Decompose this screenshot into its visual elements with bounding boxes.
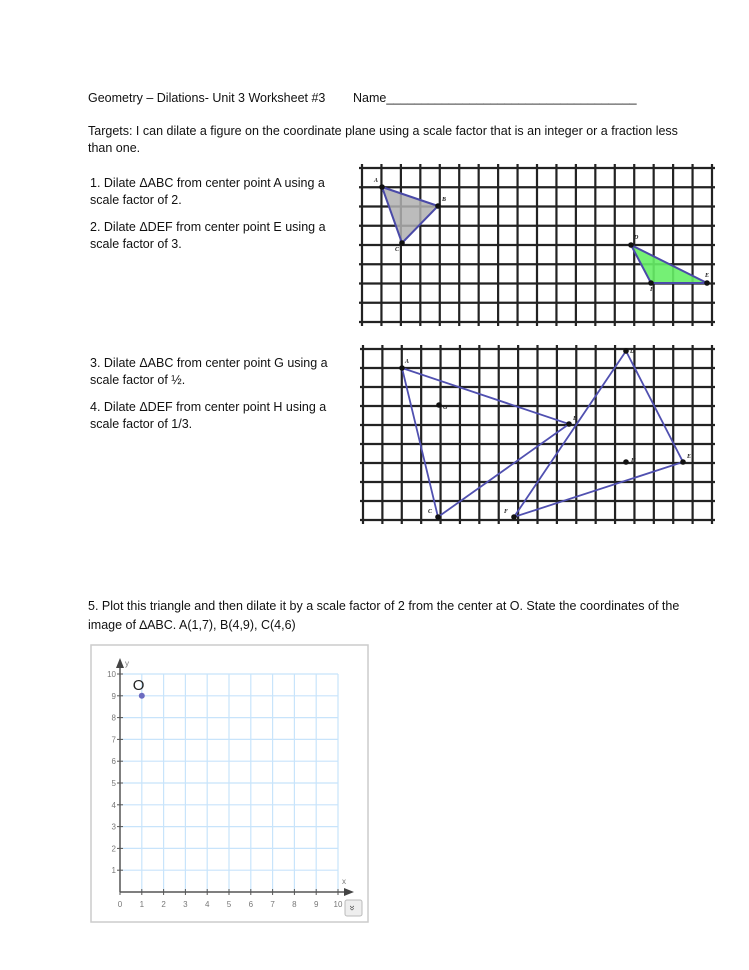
triangle-abc-1: [382, 187, 438, 243]
x-tick-label: 6: [248, 900, 254, 909]
x-tick-label: 0: [117, 900, 123, 909]
grid1-label-d: D: [634, 235, 639, 241]
point-o-label: O: [132, 676, 145, 694]
grid2-label-g: G: [443, 405, 448, 411]
x-tick-label: 2: [161, 900, 166, 909]
y-tick-label: 9: [111, 691, 116, 701]
grid2-label-f: F: [504, 509, 509, 515]
x-tick-label: 10: [333, 900, 343, 909]
grid1-label-c: C: [395, 247, 400, 253]
y-axis-label: y: [125, 659, 129, 668]
grid1-point-d: [628, 242, 634, 248]
grid2-label-b: B: [573, 416, 578, 422]
y-tick-label: 6: [111, 757, 116, 767]
grid2-point-a: [399, 365, 405, 371]
x-tick-label: 3: [183, 900, 188, 909]
grid1-point-e: [704, 280, 710, 286]
problem-5: 5. Plot this triangle and then dilate it by a scale factor of 2 from the center at O. State the coordinates of the image of ∆ABC. A(1,7), B(4,9), C(4,6): [88, 599, 680, 632]
grid2-point-g: [436, 402, 442, 408]
x-tick-label: 9: [313, 900, 319, 909]
grid2-point-h: [623, 459, 629, 465]
y-tick-label: 4: [111, 800, 116, 810]
grid1-point-b: [435, 203, 441, 209]
grid1-label-e: E: [705, 273, 710, 279]
y-tick-label: 10: [107, 670, 116, 679]
grid2-point-f: [511, 514, 517, 520]
grid1-point-c: [399, 240, 405, 246]
grid2-point-b: [566, 421, 572, 427]
grid2-point-c: [435, 514, 441, 520]
problem-1: 1. Dilate ΔABC from center point A using a scale factor of 2.: [90, 176, 325, 207]
grid2-label-a: A: [405, 359, 410, 365]
y-tick-label: 1: [111, 866, 116, 876]
x-tick-label: 8: [292, 900, 297, 909]
grid1-point-a: [379, 184, 385, 190]
y-tick-label: 3: [111, 822, 116, 832]
y-tick-label: 8: [111, 713, 116, 723]
y-tick-label: 2: [111, 844, 116, 854]
problem-4: 4. Dilate ΔDEF from center point H using a scale factor of 1/3.: [90, 400, 327, 431]
grid1-label-a: A: [374, 178, 379, 184]
grid2-label-c: C: [428, 509, 433, 515]
x-axis-label: x: [342, 877, 346, 886]
grid2-label-h: H: [631, 458, 636, 464]
grid2-point-d: [623, 348, 629, 354]
problem-2: 2. Dilate ΔDEF from center point E using a scale factor of 3.: [90, 220, 326, 251]
grid2-label-d: D: [630, 349, 635, 355]
targets-text: Targets: I can dilate a figure on the coordinate plane using a scale factor that is an integer or a fraction less than one.: [88, 124, 678, 155]
problem-3: 3. Dilate ΔABC from center point G using a scale factor of ½.: [90, 356, 328, 387]
grid1-label-f: F: [650, 287, 655, 293]
worksheet-title: Geometry – Dilations- Unit 3 Worksheet #3: [88, 91, 326, 105]
grid2-label-e: E: [687, 454, 692, 460]
grid-1: [359, 164, 715, 326]
name-field[interactable]: Name____________________________________: [353, 91, 637, 105]
y-tick-label: 5: [111, 779, 116, 788]
x-tick-label: 7: [270, 900, 275, 909]
chevron-double-down-icon: »: [346, 905, 358, 911]
coordinate-plot[interactable]: [91, 645, 368, 922]
y-tick-label: 7: [111, 735, 116, 745]
x-tick-label: 5: [226, 900, 232, 909]
triangle-abc-2: [402, 368, 569, 517]
triangle-def-2: [514, 351, 683, 517]
grid2-point-e: [680, 459, 686, 465]
x-tick-label: 1: [139, 900, 145, 909]
x-tick-label: 4: [204, 900, 210, 909]
grid1-point-f: [648, 280, 654, 286]
grid1-label-b: B: [442, 197, 447, 203]
